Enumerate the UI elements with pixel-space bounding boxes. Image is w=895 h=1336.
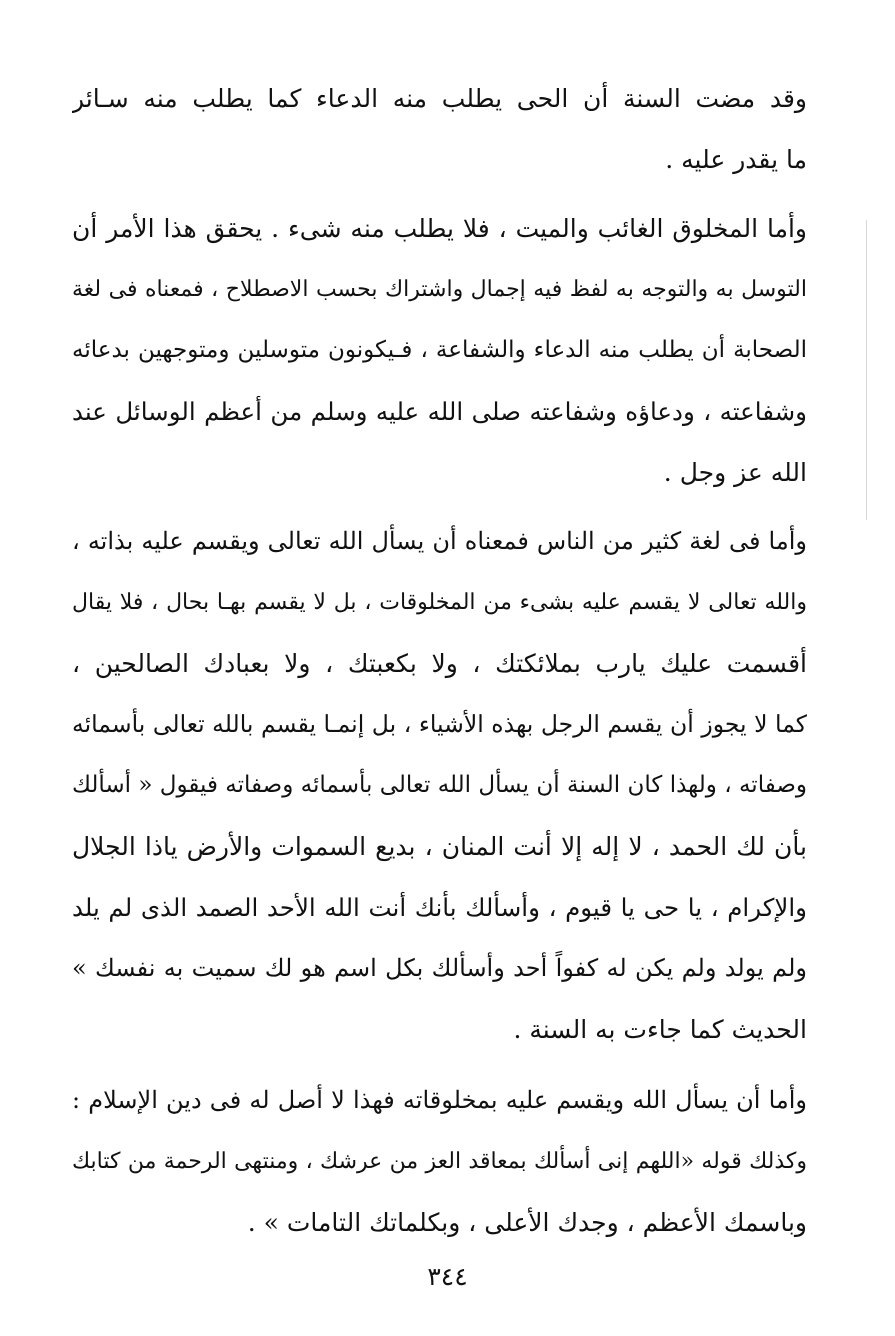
text-line: والله تعالى لا يقسم عليه بشىء من المخلوقات ، بل لا يقسم بهـا بحال ، فلا يقال [72,590,807,615]
text-line: وصفاته ، ولهذا كان السنة أن يسأل الله تعالى بأسمائه وصفاته فيقول « أسألك [72,772,807,798]
paragraph-3 [72,511,807,1060]
text-line: الصحابة أن يطلب منه الدعاء والشفاعة ، فـيكونون متوسلين ومتوجهين بدعائه [72,337,807,363]
text-line: وقد مضت السنة أن الحى يطلب منه الدعاء كما يطلب منه سـائر [72,84,807,113]
scan-edge-mark [866,220,867,520]
text-line: ولم يولد ولم يكن له كفواً أحد وأسألك بكل اسم هو لك سميت به نفسك » [72,954,807,982]
text-line: وأما المخلوق الغائب والميت ، فلا يطلب منه شىء . يحقق هذا الأمر أن [72,214,807,243]
paragraph-1 [72,68,807,190]
text-line: ما يقدر عليه . [665,145,807,174]
text-line: وشفاعته ، ودعاؤه وشفاعته صلى الله عليه وسلم من أعظم الوسائل عند [72,397,807,426]
page-number: ٣٤٤ [427,1262,468,1291]
text-line: وكذلك قوله «اللهم إنى أسألك بمعاقد العز من عرشك ، ومنتهى الرحمة من كتابك [72,1149,807,1174]
text-line: والإكرام ، يا حى يا قيوم ، وأسألك بأنك أنت الله الأحد الصمد الذى لم يلد [72,893,807,922]
paragraph-2 [72,198,807,503]
body-text [72,68,807,1253]
text-line: التوسل به والتوجه به لفظ فيه إجمال واشتراك بحسب الاصطلاح ، فمعناه فى لغة [72,277,807,302]
text-line: أقسمت عليك يارب بملائكتك ، ولا بكعبتك ، ولا بعبادك الصالحين ، [72,649,807,678]
text-line: وباسمك الأعظم ، وجدك الأعلى ، وبكلماتك التامات » . [247,1208,807,1237]
text-line: وأما فى لغة كثير من الناس فمعناه أن يسأل الله تعالى ويقسم عليه بذاته ، [72,527,807,555]
text-line: بأن لك الحمد ، لا إله إلا أنت المنان ، بديع السموات والأرض ياذا الجلال [72,832,807,861]
text-line: الحديث كما جاءت به السنة . [513,1015,807,1044]
text-line: الله عز وجل . [663,458,807,487]
paragraph-4 [72,1070,807,1253]
text-line: وأما أن يسأل الله ويقسم عليه بمخلوقاته فهذا لا أصل له فى دين الإسلام : [72,1086,807,1114]
text-line: كما لا يجوز أن يقسم الرجل بهذه الأشياء ، بل إنمـا يقسم بالله تعالى بأسمائه [72,710,807,738]
